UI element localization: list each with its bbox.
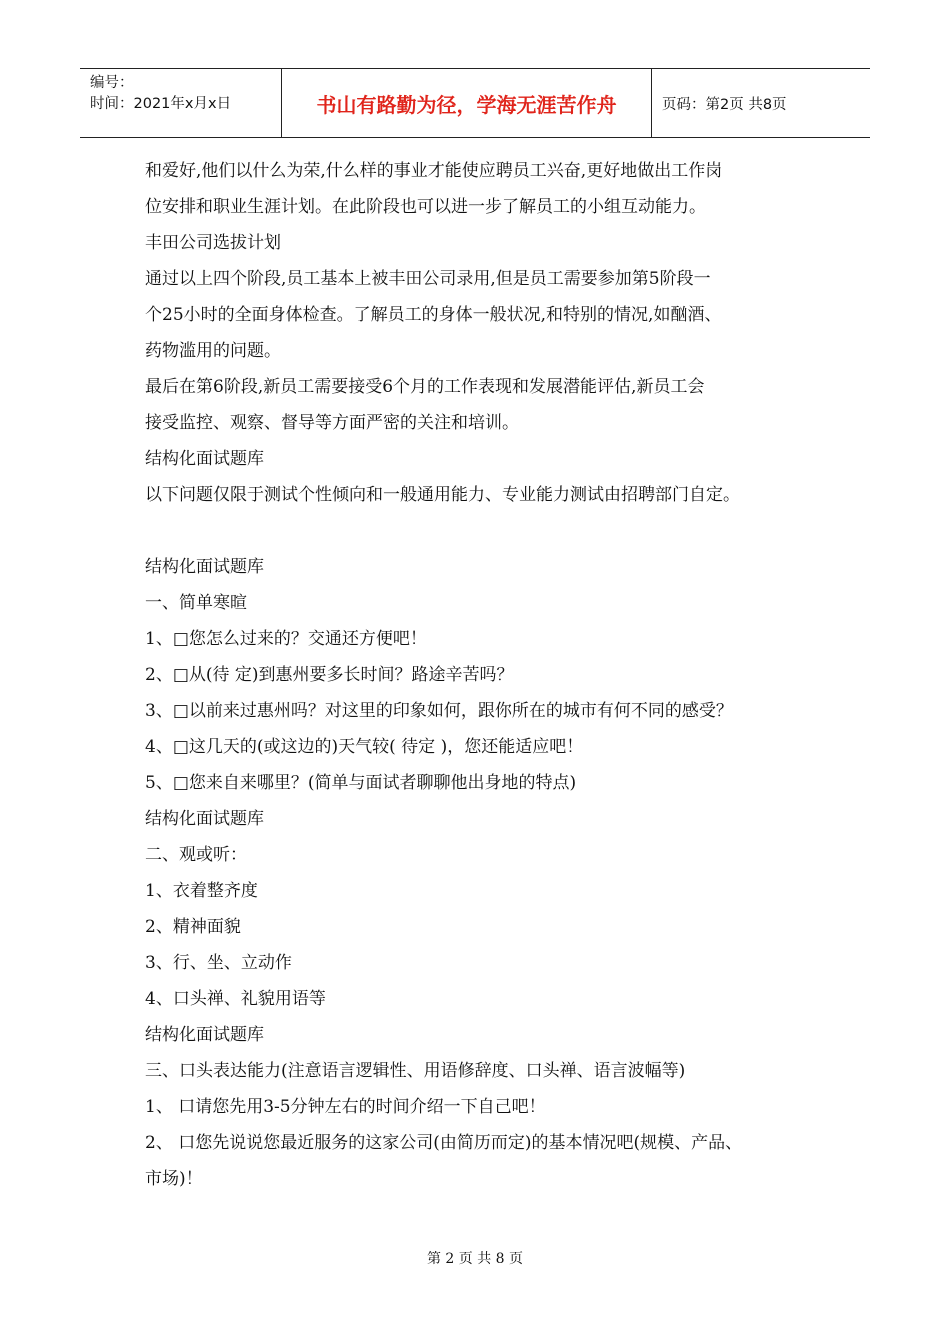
list-item: 2、精神面貌 (145, 917, 241, 937)
section-heading: 结构化面试题库 (145, 557, 264, 577)
body-line: 最后在第6阶段,新员工需要接受6个月的工作表现和发展潜能评估,新员工会 (145, 377, 705, 397)
section-heading: 结构化面试题库 (145, 809, 264, 829)
header-date: 时间：2021年x月x日 (90, 96, 232, 112)
question-item: 2、□从(待 定)到惠州要多长时间？路途辛苦吗？ (145, 665, 514, 685)
subsection-heading: 三、口头表达能力(注意语言逻辑性、用语修辞度、口头禅、语言波幅等) (145, 1061, 686, 1081)
question-item: 1、 口请您先用3-5分钟左右的时间介绍一下自己吧！ (145, 1097, 546, 1117)
subsection-heading: 二、观或听： (145, 845, 247, 865)
header-number: 编号： (90, 75, 134, 91)
header-meta (80, 69, 282, 137)
page-footer: 第 2 页 共 8 页 (426, 1251, 524, 1267)
question-item-continued: 市场)！ (145, 1169, 203, 1189)
document-body (145, 153, 835, 1197)
body-line: 接受监控、观察、督导等方面严密的关注和培训。 (145, 413, 519, 433)
section-heading: 丰田公司选拔计划 (145, 233, 281, 253)
section-heading: 结构化面试题库 (145, 449, 264, 469)
section-heading: 结构化面试题库 (145, 1025, 264, 1045)
header-motto: 书山有路勤为径，学海无涯苦作舟 (282, 69, 652, 137)
list-item: 3、行、坐、立动作 (145, 953, 292, 973)
subsection-heading: 一、简单寒暄 (145, 593, 247, 613)
list-item: 1、衣着整齐度 (145, 881, 258, 901)
header-page-number: 页码：第2页 共8页 (662, 96, 787, 113)
question-item: 1、□您怎么过来的？交通还方便吧！ (145, 629, 427, 649)
question-item: 3、□以前来过惠州吗？对这里的印象如何，跟你所在的城市有何不同的感受？ (145, 701, 733, 721)
blank-line (145, 513, 835, 549)
question-item: 2、 口您先说说您最近服务的这家公司(由简历而定)的基本情况吧(规模、产品、 (145, 1133, 743, 1153)
body-line: 药物滥用的问题。 (145, 341, 281, 361)
body-line: 通过以上四个阶段,员工基本上被丰田公司录用,但是员工需要参加第5阶段一 (145, 269, 711, 289)
body-line: 以下问题仅限于测试个性倾向和一般通用能力、专业能力测试由招聘部门自定。 (145, 485, 740, 505)
question-item: 4、□这几天的(或这边的)天气较( 待定 )，您还能适应吧！ (145, 737, 584, 757)
list-item: 4、口头禅、礼貌用语等 (145, 989, 326, 1009)
body-line: 和爱好,他们以什么为荣,什么样的事业才能使应聘员工兴奋,更好地做出工作岗 (145, 161, 723, 181)
body-line: 位安排和职业生涯计划。在此阶段也可以进一步了解员工的小组互动能力。 (145, 197, 706, 217)
page-header (80, 68, 870, 138)
question-item: 5、□您来自来哪里？(简单与面试者聊聊他出身地的特点) (145, 773, 577, 793)
body-line: 个25小时的全面身体检查。了解员工的身体一般状况,和特别的情况,如酗酒、 (145, 305, 722, 325)
